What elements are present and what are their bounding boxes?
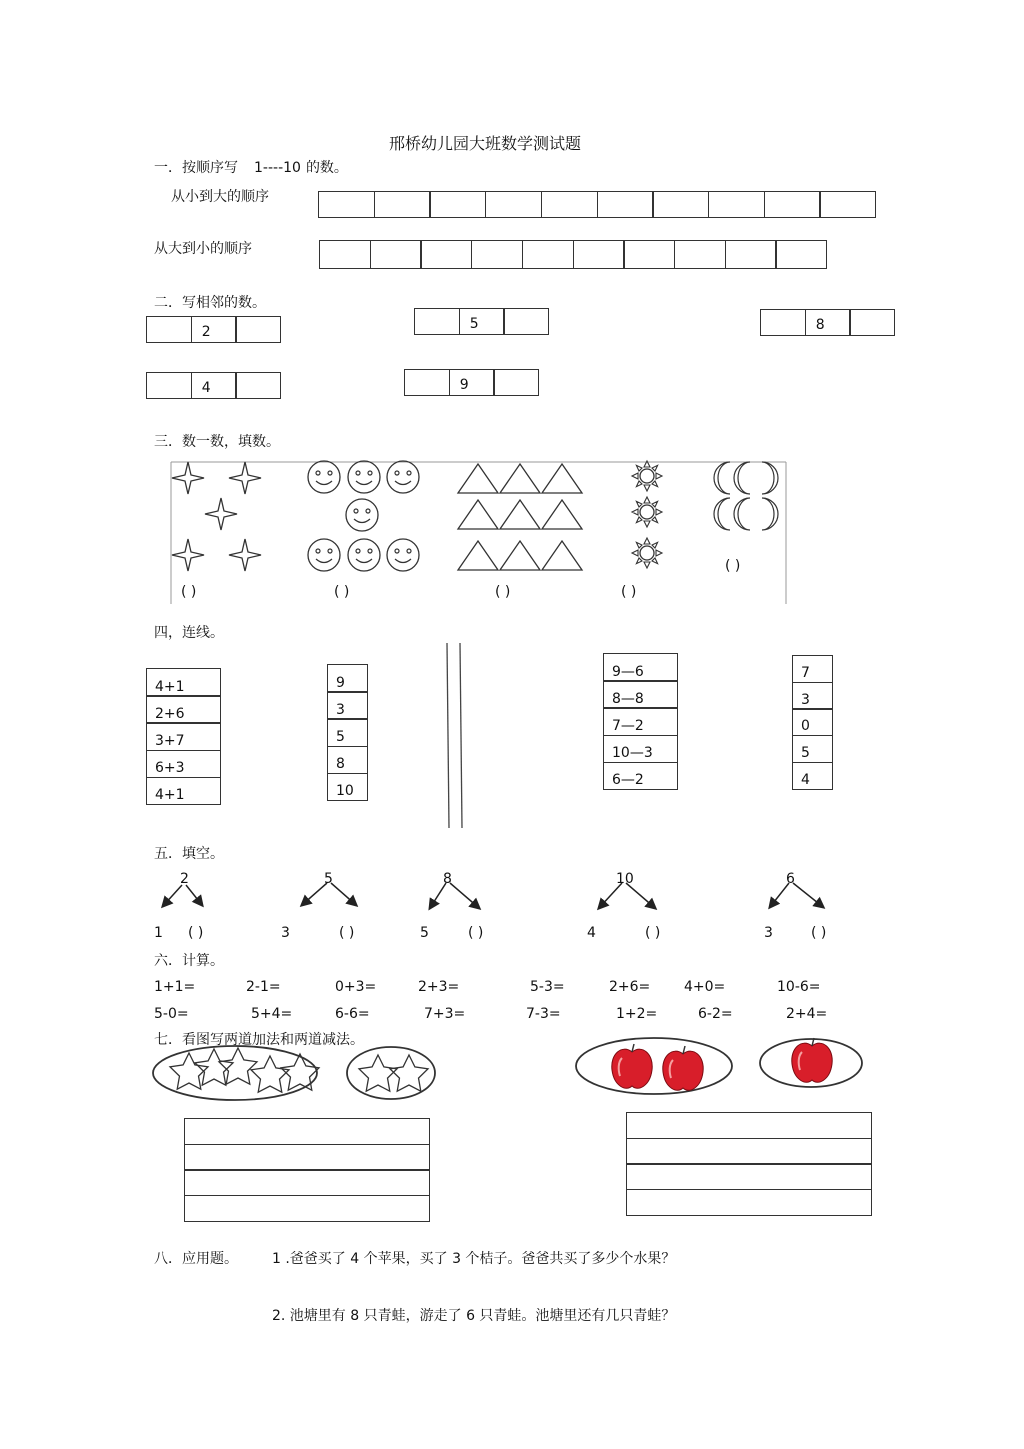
matching-item[interactable]: 0: [792, 708, 833, 736]
calc-1-4: 2+3=: [418, 979, 460, 995]
matching-item[interactable]: 2+6: [146, 695, 221, 724]
section-5-heading: 五．填空。: [154, 846, 224, 862]
neighbor-given: 5: [459, 308, 505, 335]
apple-icon: [612, 1044, 703, 1090]
split-top-3: 8: [443, 871, 452, 887]
neighbor-given: 4: [191, 372, 237, 399]
split-blank-5[interactable]: ( ): [811, 925, 827, 941]
split-blank-1[interactable]: ( ): [188, 925, 204, 941]
calc-2-1: 5-0=: [154, 1006, 189, 1022]
apple-icon: [792, 1038, 832, 1082]
section-2-heading: 二．写相邻的数。: [154, 295, 266, 311]
calc-2-3: 6-6=: [335, 1006, 370, 1022]
matching-item[interactable]: 8: [327, 746, 368, 775]
matching-item[interactable]: 3: [792, 682, 833, 710]
neighbor-given: 8: [805, 309, 851, 336]
count-blank-1[interactable]: ( ): [181, 584, 197, 600]
split-blank-2[interactable]: ( ): [339, 925, 355, 941]
matching-item[interactable]: 7: [792, 655, 833, 683]
neighbor-given: 2: [191, 316, 237, 343]
calc-2-7: 6-2=: [698, 1006, 733, 1022]
split-top-2: 5: [324, 871, 333, 887]
calc-2-4: 7+3=: [424, 1006, 466, 1022]
writing-box-right[interactable]: [626, 1112, 872, 1216]
split-blank-3[interactable]: ( ): [468, 925, 484, 941]
count-blank-5[interactable]: ( ): [725, 558, 741, 574]
matching-item[interactable]: 10—3: [603, 735, 678, 764]
split-blank-4[interactable]: ( ): [645, 925, 661, 941]
matching-item[interactable]: 6—2: [603, 762, 678, 791]
writing-box-left[interactable]: [184, 1118, 430, 1222]
section-1-tail: 的数。: [305, 160, 348, 176]
split-left-5: 3: [764, 925, 773, 941]
calc-1-6: 2+6=: [609, 979, 651, 995]
star-icon: [359, 1055, 428, 1091]
calc-1-1: 1+1=: [154, 979, 196, 995]
calc-1-5: 5-3=: [530, 979, 565, 995]
calc-2-6: 1+2=: [616, 1006, 658, 1022]
count-blank-3[interactable]: ( ): [495, 584, 511, 600]
calc-1-8: 10-6=: [777, 979, 821, 995]
split-left-4: 4: [587, 925, 596, 941]
section-8-heading: 八．应用题。: [154, 1251, 238, 1267]
count-blank-4[interactable]: ( ): [621, 584, 637, 600]
split-top-1: 2: [180, 871, 189, 887]
matching-item[interactable]: 4+1: [146, 668, 221, 697]
matching-item[interactable]: 10: [327, 773, 368, 802]
calc-1-2: 2-1=: [246, 979, 281, 995]
calc-1-3: 0+3=: [335, 979, 377, 995]
ascending-label: 从小到大的顺序: [171, 189, 269, 205]
section-7-heading: 七．看图写两道加法和两道减法。: [154, 1032, 364, 1048]
section-6-heading: 六．计算。: [154, 953, 224, 969]
matching-item[interactable]: 4: [792, 762, 833, 790]
word-problem-2: 2. 池塘里有 8 只青蛙，游走了 6 只青蛙。池塘里还有几只青蛙？: [272, 1308, 676, 1324]
matching-item[interactable]: 8—8: [603, 680, 678, 709]
count-blank-2[interactable]: ( ): [334, 584, 350, 600]
matching-item[interactable]: 6+3: [146, 750, 221, 779]
calc-2-5: 7-3=: [526, 1006, 561, 1022]
section-3-heading: 三．数一数，填数。: [154, 434, 280, 450]
page-title: 邢桥幼儿园大班数学测试题: [389, 134, 582, 153]
matching-item[interactable]: 9: [327, 664, 368, 693]
split-top-5: 6: [786, 871, 795, 887]
matching-item[interactable]: 3+7: [146, 722, 221, 751]
matching-item[interactable]: 3: [327, 691, 368, 720]
section-4-heading: 四，连线。: [154, 625, 224, 641]
split-top-4: 10: [616, 871, 634, 887]
section-1-range: 1----10: [254, 160, 301, 176]
split-left-2: 3: [281, 925, 290, 941]
calc-2-8: 2+4=: [786, 1006, 828, 1022]
matching-item[interactable]: 9—6: [603, 653, 678, 682]
matching-item[interactable]: 7—2: [603, 707, 678, 736]
neighbor-given: 9: [449, 369, 495, 396]
calc-1-7: 4+0=: [684, 979, 726, 995]
matching-item[interactable]: 5: [792, 735, 833, 763]
word-problem-1: 1 .爸爸买了 4 个苹果，买了 3 个桔子。爸爸共买了多少个水果？: [272, 1251, 676, 1267]
section-1-heading-text: 一．按顺序写: [154, 160, 238, 176]
matching-item[interactable]: 5: [327, 718, 368, 747]
split-left-3: 5: [420, 925, 429, 941]
matching-item[interactable]: 4+1: [146, 777, 221, 806]
calc-2-2: 5+4=: [251, 1006, 293, 1022]
split-left-1: 1: [154, 925, 163, 941]
descending-label: 从大到小的顺序: [154, 241, 252, 257]
